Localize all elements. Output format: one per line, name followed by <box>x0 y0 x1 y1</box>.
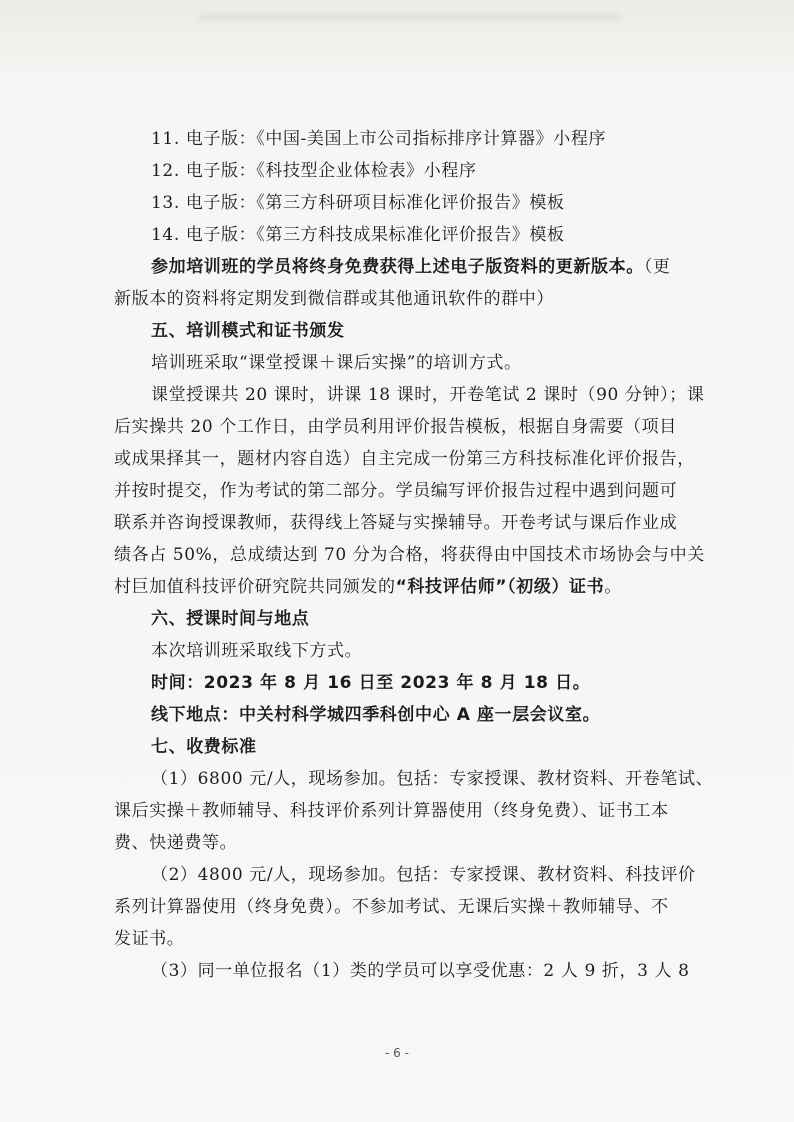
section5-heading: 五、培训模式和证书颁发 <box>151 321 345 341</box>
section5-para-line: 绩各占 50%，总成绩达到 70 分为合格，将获得由中国技术市场协会与中关 <box>114 545 705 565</box>
fee3-line: （3）同一单位报名（1）类的学员可以享受优惠：2 人 9 折，3 人 8 <box>151 961 690 981</box>
section6-place: 线下地点：中关村科学城四季科创中心 A 座一层会议室。 <box>151 705 601 725</box>
page-number: - 6 - <box>385 1046 409 1060</box>
fee2-line: （2）4800 元/人，现场参加。包括：专家授课、教材资料、科技评价 <box>151 865 696 885</box>
list-item-13: 13. 电子版：《第三方科研项目标准化评价报告》模板 <box>151 193 565 213</box>
update-note-line2: 新版本的资料将定期发到微信群或其他通讯软件的群中） <box>114 289 554 309</box>
section6-heading: 六、授课时间与地点 <box>151 609 310 629</box>
fee1-line: （1）6800 元/人，现场参加。包括：专家授课、教材资料、开卷笔试、 <box>151 769 714 789</box>
section6-mode: 本次培训班采取线下方式。 <box>151 641 363 661</box>
fee2-line: 发证书。 <box>114 929 185 949</box>
document-body <box>114 123 714 987</box>
section5-para-line: 后实操共 20 个工作日，由学员利用评价报告模板，根据自身需要（项目 <box>114 417 677 437</box>
section5-last-prefix: 村巨加值科技评价研究院共同颁发的 <box>114 577 396 597</box>
section5-para-line: 并按时提交，作为考试的第二部分。学员编写评价报告过程中遇到问题可 <box>114 481 678 501</box>
scan-artifact <box>200 14 620 20</box>
section5-para-line: 或成果择其一，题材内容自选）自主完成一份第三方科技标准化评价报告， <box>114 449 695 469</box>
fee1-line: 费、快递费等。 <box>114 833 238 853</box>
update-note-rest: （更 <box>643 257 671 277</box>
section5-para-line: 联系并咨询授课教师，获得线上答疑与实操辅导。开卷考试与课后作业成 <box>114 513 678 533</box>
update-note-bold: 参加培训班的学员将终身免费获得上述电子版资料的更新版本。 <box>151 257 644 277</box>
list-item-12: 12. 电子版：《科技型企业体检表》小程序 <box>151 161 477 181</box>
section5-para-line: 课堂授课共 20 课时，讲课 18 课时，开卷笔试 2 课时（90 分钟）；课 <box>151 385 705 405</box>
certificate-name: “科技评估师”（初级）证书 <box>395 577 605 597</box>
update-note-line1 <box>114 251 714 283</box>
section6-time: 时间：2023 年 8 月 16 日至 2023 年 8 月 18 日。 <box>151 673 591 693</box>
section7-heading: 七、收费标准 <box>151 737 257 757</box>
list-item-11: 11. 电子版：《中国-美国上市公司指标排序计算器》小程序 <box>151 129 607 149</box>
fee1-line: 课后实操＋教师辅导、科技评价系列计算器使用（终身免费）、证书工本 <box>114 801 669 821</box>
list-item-14: 14. 电子版：《第三方科技成果标准化评价报告》模板 <box>151 225 565 245</box>
section5-last-suffix: 。 <box>604 577 622 597</box>
fee2-line: 系列计算器使用（终身免费）。不参加考试、无课后实操＋教师辅导、不 <box>114 897 669 917</box>
section5-last-line <box>114 571 714 603</box>
section5-intro: 培训班采取“课堂授课＋课后实操”的培训方式。 <box>151 353 522 373</box>
